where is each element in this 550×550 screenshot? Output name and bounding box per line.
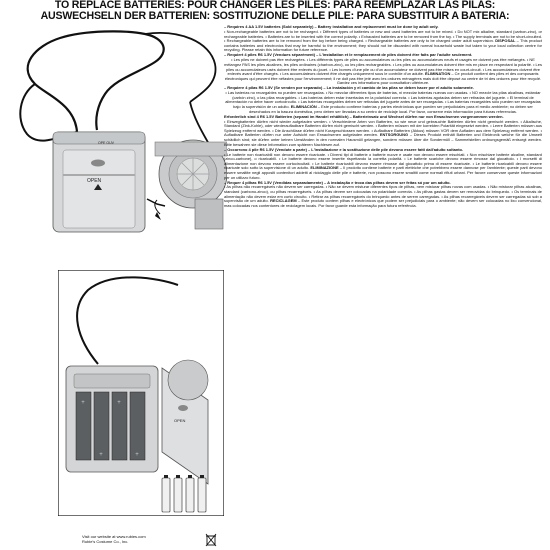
- header-line-2: AUSWECHSELN DER BATTERIEN: SOSTITUZIONE DELLE PILE: PARA SUBSTITUIR A BATERIA:: [40, 10, 510, 22]
- svg-text:+: +: [99, 452, 103, 458]
- es-heading: – Requiere 4 pilas R6 1.5V (Se venden por separado) – La instalación y el cambio de las pilas se deben hacer por el adulto solamente.: [224, 85, 474, 91]
- en-heading: – Requires 4 AA 1.5V batteries (Sold separately) – Battery installation and replacement must be done by adult only.: [224, 25, 439, 29]
- footer-website: Visit our website at www.rubies.com: [82, 534, 146, 539]
- screwdriver-icon: [147, 199, 165, 206]
- battery-header: [0, 0, 550, 22]
- power-cord: [28, 31, 164, 132]
- header-line-1: TO REPLACE BATTERIES: POUR CHANGER LES PILES: PARA REEMPLAZAR LAS PILAS:: [54, 0, 496, 11]
- figure-battery-box-cord: [5, 24, 227, 274]
- blower-fan: [168, 360, 208, 400]
- pt-heading: – Requer 4 pilhas R6 1.5V (Vendidas separadamente) – A instalação e troca das pilhas devem ser feitas só por um adulto.: [224, 179, 451, 185]
- svg-text:+: +: [135, 452, 139, 458]
- fr-body: • Les piles ne doivent pas être rechargées. • Les différents types de piles ou accumulateurs ou les piles ou accumulateurs neufs et usagés ne doivent pas être mélangés. • NE mélangez PAS les piles alcalines, les piles ordinaires (charbon-zinc), ou les piles rechargeables. • Les piles ou accumulateurs doivent être mis en place en respectant la polarité. • Les piles ou accumulateurs usés doivent être enlevés du jouet. • Les bornes d'une pile ou d'un accumulateur ne doivent pas être mises en court-circuit. • Les accumulateurs doivent être enlevés avant d'être chargés. • Les accumulateurs doivent être chargés uniquement sous le contrôle d'un adulte.: [224, 57, 542, 77]
- it-body: • Le batterie non ricaricabili non devono essere ricaricate. • Diversi tipi di batterie o batterie nuove e usate non devono essere mischiati. • Non mischiare batterie alcaline, standard (zinco-carbone), o ricaricabili. • Le batterie devono essere inserite rispettando la corretta polarità. • Le batterie scariche devono essere rimosse dal giocattolo. • I morsetti di alimentazione non devono essere cortocircuitati. • Le batterie ricaricabili devono essere rimosse dal giocattolo prima di essere ricaricate. • Le batterie ricaricabili devono essere ricaricate solo sotto la supervisione di un adulto.: [224, 151, 542, 171]
- open-label: OPEN: [87, 178, 102, 184]
- de-heading: Erforderlich sind 4 R6 1.5V Batterien (separat im Handel erhältlich) – Batterieinsatz und Wechsel dürfen nur von Erwachsenen vorgenommen werden.: [224, 113, 504, 119]
- svg-text:OPEN: OPEN: [174, 418, 186, 423]
- pt-body: • As pilhas não recarregáveis não devem ser carregadas. • Não se devem misturar diferentes tipos de pilhas, nem misturar pilhas novas com usadas. • Não misturar pilhas alcalinas, standard (carbono-zinco), ou pilhas recarregáveis. • As pilhas devem ser colocadas na polaridade correcta. • As pilhas gastas devem ser removidas do brinquedo. • Os terminais de alimentação não devem estar em curto circuito. • Retirar as pilhas recarregáveis do brinquedo antes de serem carregadas. • As pilhas recarregáveis devem ser carregadas só sob a supervisão de um adulto.: [224, 184, 542, 204]
- crossed-bin-icon: [205, 533, 217, 547]
- svg-text:+: +: [81, 400, 85, 406]
- footer: [82, 534, 146, 544]
- instruction-text: – Requires 4 AA 1.5V batteries (Sold separately) – Battery installation and replacement must be done by adult only. • Non-rechargeable batteries are not to be recharged. • Different types of batteries or new and used batteries are not to be mixed. • Do NOT mix alkaline, standard (carbon-zinc), or rechargeable batteries. • Batteries are to be inserted with the correct polarity. • Exhausted batteries are to be removed from the toy. • The supply terminals are not to be short-circuited. • Rechargeable batteries are to be removed from the toy before being charged. • Rechargeable batteries are only to be charged under adult supervision. DISPOSAL – This product contains batteries and electronics that may be harmful to the environment; they should not be discarded with normal household waste but taken to your local collection centre for recycling. Please retain this information for future reference. – Requiert 4 piles R6 1.5V (Vendues séparément) – L'installation et le remplacement de piles doivent être faits par l'adulte seulement. • Les piles ne doivent pas être rechargées. • Les différents types de piles ou accumulateurs ou les piles ou accumulateurs neufs et usagés ne doivent pas être mélangés. • NE mélangez PAS les piles alcalines, les piles ordinaires (charbon-zinc), ou les piles rechargeables. • Les piles ou accumulateurs doivent être mis en place en respectant la polarité. • Les piles ou accumulateurs usés doivent être enlevés du jouet. • Les bornes d'une pile ou d'un accumulateur ne doivent pas être mises en court-circuit. • Les accumulateurs doivent être enlevés avant d'être chargés. • Les accumulateurs doivent être chargés uniquement sous le contrôle d'un adulte. ÉLIMINATION – Ce produit contient des piles et des composants électroniques qui peuvent être néfastes pour l'environnement; il ne doit pas être jeté avec les ordures ménagères mais doit être déposé au centre de tri des ordures pour être recyclé. Gardez ces informations pour consultation ultérieure. – Requiere 4 pilas R6 1.5V (Se venden por separado) – La instalación y el cambio de las pilas se deben hacer por el adulto solamente. • Las baterías no recargables no pueden ser recargadas. • No mezclar diferentes tipos de baterías, ni mezclar baterías nuevas con usadas. • NO mezcle las pilas alcalinas, estándar (carbón zinc), o las pilas recargables. • Las baterías deben estar insertadas en la polaridad correcta. • Las baterías agotadas deben ser retiradas del juguete. • El terminal de alimentación no debe hacer cortocircuito. • Las baterías recargables deben ser retiradas del juguete antes de ser recargadas. • Las baterías recargables sólo pueden ser recargadas bajo la supervisión de un adulto. ELIMINACIÓN – Este producto contiene baterías y partes electrónicas que pueden ser perjudiciales para el medio ambiente; no deben ser desechados en la basura doméstica, pero deben ser llevadas a su centro de reciclaje local. Por favor, conserve esta información para futuras referencias. Erforderlich sind 4 R6 1.5V Batterien (separat im Handel erhältlich) – Batterieinsatz und Wechsel dürfen nur von Erwachsenen vorgenommen werden. • Einwegbatterien dürfen nicht wieder aufgeladen werden. • Verschiedene Arten von Batterien, so wie neue und gebrauchte Batterien dürfen nicht gemischt werden. • Alkalische, Standard (Zink-Kohle), oder wiederaufladbare Batterien dürfen nicht gemischt werden. • Batterien müssen mit der korrekten Polarität eingesetzt werden. • Leere Batterien müssen aus Spielzeug entfernt werden. • Die Anschlüsse dürfen nicht Kurzgeschlossen werden. • Aufladbare Batterien (Akkus) müssen VOR dem Aufladen aus dem Spielzeug entfernt werden. • Aufladbare Batterien dürfen nur unter Aufsicht von Erwachsenen aufgeladen werden. ENTSORGUNG – Dieses Produkt enthält Batterien und Elektronik welche für die Umwelt schädlich sind; sie dürfen unter keinen Umständen in den normalen Hausmüll gelangen, sondern müssen über die Sondermüll – Sammelstellen ordnungsgemäß entsorgt werden. Bitte bewahren sie diese Information zum späteren Nachlesen auf. – Occorrono 4 pile R6 1.5V (Vendute a parte) – L'installazione e la sostituzione delle pile devono essere fatti dall'adulto soltanto. • Le batterie non ricaricabili non devono essere ricaricate. • Diversi tipi di batterie o batterie nuove e usate non devono essere mischiati. • Non mischiare batterie alcaline, standard (zinco-carbone), o ricaricabili. • Le batterie devono essere inserite rispettando la corretta polarità. • Le batterie scariche devono essere rimosse dal giocattolo. • I morsetti di alimentazione non devono essere cortocircuitati. • Le batterie ricaricabili devono essere rimosse dal giocattolo prima di essere ricaricate. • Le batterie ricaricabili devono essere ricaricate solo sotto la supervisione di un adulto. ELIMINAZIONE – Il prodotto contiene batterie e parti elettriche che potrebbero essere dannose per l'ambiente; queste parti devono essere smaltite negli appositi contenitori addetti al riciclaggio delle pile e batterie, non possono essere smaltiti come normali rifiuti urbani. Per favore conservare queste informazioni per un utilizzo futuro. – Requer 4 pilhas R6 1.5V (Vendidas separadamente) – A instalação e troca das pilhas devem ser feitas só por um adulto. • As pilhas não recarregáveis não devem ser carregadas. • Não se devem misturar diferentes tipos de pilhas, nem misturar pilhas novas com usadas. • Não misturar pilhas alcalinas, standard (carbono-zinco), ou pilhas recarregáveis. • As pilhas devem ser colocadas na polaridade correcta. • As pilhas gastas devem ser removidas do brinquedo. • Os terminais de alimentação não devem estar em curto circuito. • Retirar as pilhas recarregáveis do brinquedo antes de serem carregadas. • As pilhas recarregáveis devem ser carregadas só sob a supervisão de um adulto. RECICLAGEM – Este produto contem pilhas e electrónicos que podem ser prejudiciais para o ambiente; não devem ser colocadas no lixo convencional, mas colocadas nos contentores de reciclagem locais. Por favor guarde esta informação para futura referência.: [224, 25, 542, 208]
- figure-open-compartment: [58, 270, 224, 516]
- fr-heading: – Requiert 4 piles R6 1.5V (Vendues séparément) – L'installation et le remplacement de piles doivent être faits par l'adulte seulement.: [224, 52, 473, 58]
- svg-text:+: +: [117, 400, 121, 406]
- de-body: • Einwegbatterien dürfen nicht wieder aufgeladen werden. • Verschiedene Arten von Batterien, so wie neue und gebrauchte Batterien dürfen nicht gemischt werden. • Alkalische, Standard (Zink-Kohle), oder wiederaufladbare Batterien dürfen nicht gemischt werden. • Batterien müssen mit der korrekten Polarität eingesetzt werden. • Leere Batterien müssen aus Spielzeug entfernt werden. • Die Anschlüsse dürfen nicht Kurzgeschlossen werden. • Aufladbare Batterien (Akkus) müssen VOR dem Aufladen aus dem Spielzeug entfernt werden. • Aufladbare Batterien dürfen nur unter Aufsicht von Erwachsenen aufgeladen werden.: [224, 118, 542, 138]
- footer-company: Rubie's Costume Co., Inc.: [82, 539, 129, 544]
- svg-text:OPE OUV: OPE OUV: [98, 141, 114, 145]
- it-heading: – Occorrono 4 pile R6 1.5V (Vendute a parte) – L'installazione e la sostituzione delle pile devono essere fatti dall'adulto soltanto.: [224, 146, 464, 152]
- es-body: • Las baterías no recargables no pueden ser recargadas. • No mezclar diferentes tipos de baterías, ni mezclar baterías nuevas con usadas. • NO mezcle las pilas alcalinas, estándar (carbón zinc), o las pilas recargables. • Las baterías deben estar insertadas en la polaridad correcta. • Las baterías agotadas deben ser retiradas del juguete. • El terminal de alimentación no debe hacer cortocircuito. • Las baterías recargables deben ser retiradas del juguete antes de ser recargadas. • Las baterías recargables sólo pueden ser recargadas bajo la supervisión de un adulto.: [225, 90, 541, 110]
- en-body: • Non-rechargeable batteries are not to be recharged. • Different types of batteries or new and used batteries are not to be mixed. • Do NOT mix alkaline, standard (carbon-zinc), or rechargeable batteries. • Batteries are to be inserted with the correct polarity. • Exhausted batteries are to be removed from the toy. • The supply terminals are not to be short-circuited. • Rechargeable batteries are to be removed from the toy before being charged. • Rechargeable batteries are only to be charged under adult supervision.: [224, 28, 542, 44]
